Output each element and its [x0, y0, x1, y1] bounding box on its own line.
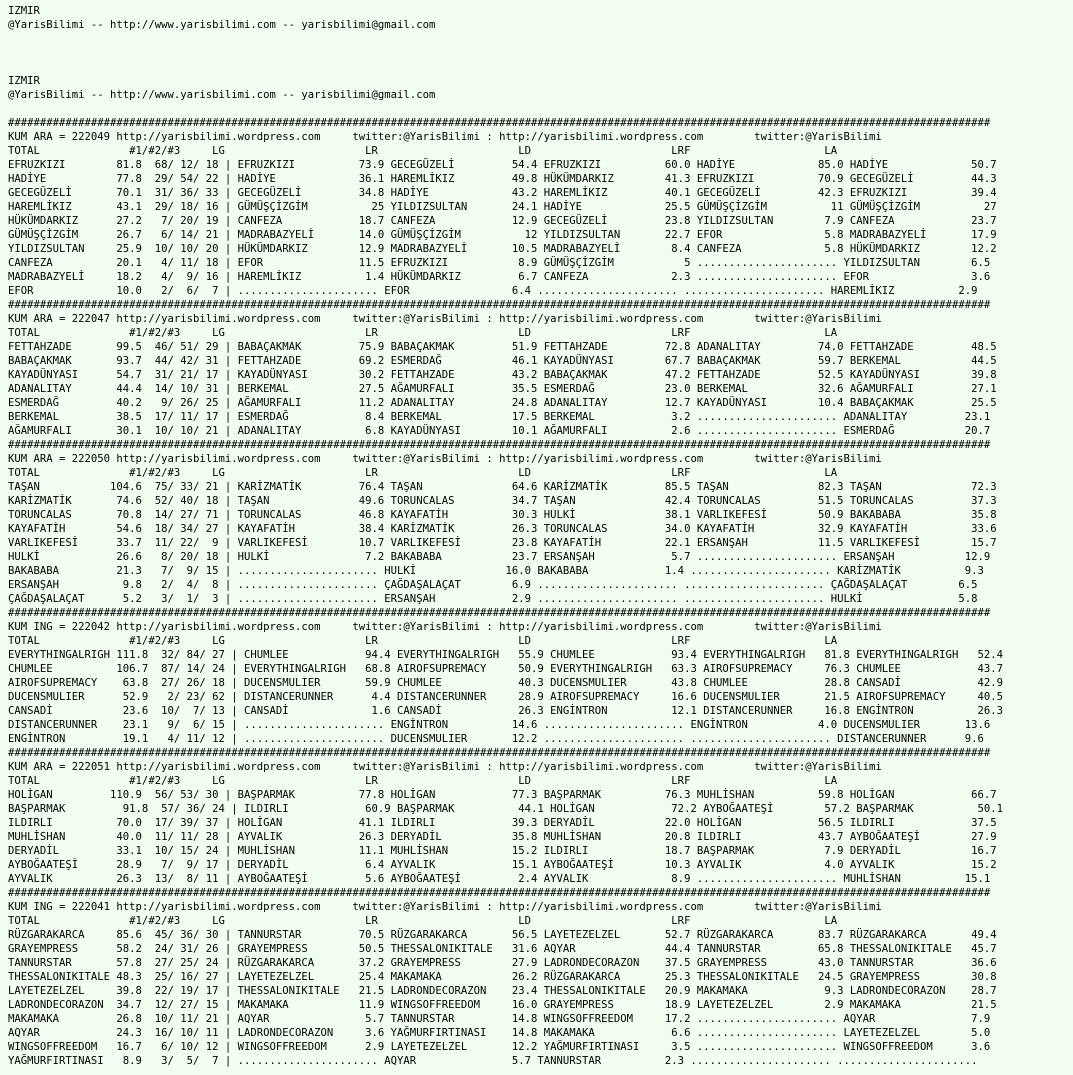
horse-row: HOLİGAN 110.9 56/ 53/ 30 | BAŞPARMAK 77.8 HOLİGAN 77.3 BAŞPARMAK 76.3 MUHLİSHAN 59.8 HOLİGAN 66.7 — [8, 789, 997, 801]
blank-line — [8, 32, 1073, 46]
horse-row: THESSALONIKITALE 48.3 25/ 16/ 27 | LAYETEZELZEL 25.4 MAKAMAKA 26.2 RÜZGARAKARCA 25.3 THESSALONIKITALE 24.5 GRAYEMPRESS 30.8 — [8, 971, 997, 983]
horse-row: GECEGÜZELİ 70.1 31/ 36/ 33 | GECEGÜZELİ 34.8 HADİYE 43.2 HAREMLİKIZ 40.1 GECEGÜZELİ 42.3 EFRUZKIZI 39.4 — [8, 187, 997, 199]
horse-row: BAKABABA 21.3 7/ 9/ 15 | ...................... HULKİ 16.0 BAKABABA 1.4 ...................... KARİZMATİK 9.3 — [8, 565, 984, 577]
section-separator: ########################################################################################################################################################## — [8, 747, 991, 759]
horse-row: HADİYE 77.8 29/ 54/ 22 | HADİYE 36.1 HAREMLİKIZ 49.8 HÜKÜMDARKIZ 41.3 EFRUZKIZI 70.9 GECEGÜZELİ 44.3 — [8, 173, 997, 185]
horse-row: TANNURSTAR 57.8 27/ 25/ 24 | RÜZGARAKARCA 37.2 GRAYEMPRESS 27.9 LADRONDECORAZON 37.5 GRAYEMPRESS 43.0 TANNURSTAR 36.6 — [8, 957, 997, 969]
horse-row: CANFEZA 20.1 4/ 11/ 18 | EFOR 11.5 EFRUZKIZI 8.9 GÜMÜŞÇİZGİM 5 ...................... YILDIZSULTAN 6.5 — [8, 257, 991, 269]
race-header: KUM ING = 222042 http://yarisbilimi.wordpress.com twitter:@YarisBilimi : http://yarisbilimi.wordpress.com twitter:@YarisBilimi — [8, 621, 882, 633]
column-header-row: TOTAL #1/#2/#3 LG LR LD LRF LA — [8, 467, 838, 479]
race-header: KUM ARA = 222049 http://yarisbilimi.wordpress.com twitter:@YarisBilimi : http://yarisbilimi.wordpress.com twitter:@YarisBilimi — [8, 131, 882, 143]
horse-row: KARİZMATİK 74.6 52/ 40/ 18 | TAŞAN 49.6 TORUNCALAS 34.7 TAŞAN 42.4 TORUNCALAS 51.5 TORUNCALAS 37.3 — [8, 495, 997, 507]
horse-row: ESMERDAĞ 40.2 9/ 26/ 25 | AĞAMURFALI 11.2 ADANALITAY 24.8 ADANALITAY 12.7 KAYADÜNYASI 10.4 BABAÇAKMAK 25.5 — [8, 397, 997, 409]
blank-line — [8, 46, 1073, 60]
horse-row: FETTAHZADE 99.5 46/ 51/ 29 | BABAÇAKMAK 75.9 BABAÇAKMAK 51.9 FETTAHZADE 72.8 ADANALITAY 74.0 FETTAHZADE 48.5 — [8, 341, 997, 353]
horse-row: MUHLİSHAN 40.0 11/ 11/ 28 | AYVALIK 26.3 DERYADİL 35.8 MUHLİSHAN 20.8 ILDIRLI 43.7 AYBOĞAATEŞİ 27.9 — [8, 831, 997, 843]
horse-row: DUCENSMULIER 52.9 2/ 23/ 62 | DISTANCERUNNER 4.4 DISTANCERUNNER 28.9 AIROFSUPREMACY 16.6 DUCENSMULIER 21.5 AIROFSUPREMACY 40.5 — [8, 691, 1003, 703]
horse-row: AIROFSUPREMACY 63.8 27/ 26/ 18 | DUCENSMULIER 59.9 CHUMLEE 40.3 DUCENSMULIER 43.8 CHUMLEE 28.8 CANSADİ 42.9 — [8, 677, 1003, 689]
horse-row: RÜZGARAKARCA 85.6 45/ 36/ 30 | TANNURSTAR 70.5 RÜZGARAKARCA 56.5 LAYETEZELZEL 52.7 RÜZGARAKARCA 83.7 RÜZGARAKARCA 49.4 — [8, 929, 997, 941]
blank-line — [8, 60, 1073, 74]
column-header-row: TOTAL #1/#2/#3 LG LR LD LRF LA — [8, 635, 838, 647]
horse-row: DERYADİL 33.1 10/ 15/ 24 | MUHLİSHAN 11.1 MUHLİSHAN 15.2 ILDIRLI 18.7 BAŞPARMAK 7.9 DERYADİL 16.7 — [8, 845, 997, 857]
section-separator: ########################################################################################################################################################## — [8, 887, 991, 899]
horse-row: ENGİNTRON 19.1 4/ 11/ 12 | ...................... DUCENSMULIER 12.2 ...................... ...................... DISTANCERUNNER 9.6 — [8, 733, 984, 745]
horse-row: ADANALITAY 44.4 14/ 10/ 31 | BERKEMAL 27.5 AĞAMURFALI 35.5 ESMERDAĞ 23.0 BERKEMAL 32.6 AĞAMURFALI 27.1 — [8, 383, 997, 395]
contact-line: @YarisBilimi -- http://www.yarisbilimi.com -- yarisbilimi@gmail.com — [8, 19, 436, 31]
race-header: KUM ARA = 222050 http://yarisbilimi.wordpress.com twitter:@YarisBilimi : http://yarisbilimi.wordpress.com twitter:@YarisBilimi — [8, 453, 882, 465]
horse-row: EFRUZKIZI 81.8 68/ 12/ 18 | EFRUZKIZI 73.9 GECEGÜZELİ 54.4 EFRUZKIZI 60.0 HADİYE 85.0 HADİYE 50.7 — [8, 159, 997, 171]
contact-line: @YarisBilimi -- http://www.yarisbilimi.com -- yarisbilimi@gmail.com — [8, 89, 436, 101]
horse-row: BERKEMAL 38.5 17/ 11/ 17 | ESMERDAĞ 8.4 BERKEMAL 17.5 BERKEMAL 3.2 ...................... ADANALITAY 23.1 — [8, 411, 991, 423]
horse-row: TAŞAN 104.6 75/ 33/ 21 | KARİZMATİK 76.4 TAŞAN 64.6 KARİZMATİK 85.5 TAŞAN 82.3 TAŞAN 72.3 — [8, 481, 997, 493]
horse-row: DISTANCERUNNER 23.1 9/ 6/ 15 | ...................... ENGİNTRON 14.6 ...................... ENGİNTRON 4.0 DUCENSMULIER 13.6 — [8, 719, 991, 731]
section-separator: ########################################################################################################################################################## — [8, 299, 991, 311]
section-separator: ########################################################################################################################################################## — [8, 439, 991, 451]
horse-row: CANSADİ 23.6 10/ 7/ 13 | CANSADİ 1.6 CANSADİ 26.3 ENGİNTRON 12.1 DISTANCERUNNER 16.8 ENGİNTRON 26.3 — [8, 705, 1003, 717]
horse-row: GRAYEMPRESS 58.2 24/ 31/ 26 | GRAYEMPRESS 50.5 THESSALONIKITALE 31.6 AQYAR 44.4 TANNURSTAR 65.8 THESSALONIKITALE 45.7 — [8, 943, 997, 955]
race-header: KUM ARA = 222051 http://yarisbilimi.wordpress.com twitter:@YarisBilimi : http://yarisbilimi.wordpress.com twitter:@YarisBilimi — [8, 761, 882, 773]
horse-row: ÇAĞDAŞALAÇAT 5.2 3/ 1/ 3 | ...................... ERSANŞAH 2.9 ...................... ...................... HULKİ 5.8 — [8, 593, 978, 605]
blank-line — [8, 102, 1073, 116]
horse-row: BABAÇAKMAK 93.7 44/ 42/ 31 | FETTAHZADE 69.2 ESMERDAĞ 46.1 KAYADÜNYASI 67.7 BABAÇAKMAK 59.7 BERKEMAL 44.5 — [8, 355, 997, 367]
column-header-row: TOTAL #1/#2/#3 LG LR LD LRF LA — [8, 145, 838, 157]
venue-title: IZMIR — [8, 75, 40, 87]
horse-row: AYBOĞAATEŞİ 28.9 7/ 9/ 17 | DERYADİL 6.4 AYVALIK 15.1 AYBOĞAATEŞİ 10.3 AYVALIK 4.0 AYVALIK 15.2 — [8, 859, 997, 871]
horse-row: ILDIRLI 70.0 17/ 39/ 37 | HOLİGAN 41.1 ILDIRLI 39.3 DERYADİL 22.0 HOLİGAN 56.5 ILDIRLI 37.5 — [8, 817, 997, 829]
horse-row: EVERYTHINGALRIGH 111.8 32/ 84/ 27 | CHUMLEE 94.4 EVERYTHINGALRIGH 55.9 CHUMLEE 93.4 EVERYTHINGALRIGH 81.8 EVERYTHINGALRIGH 52.4 — [8, 649, 1003, 661]
horse-row: HAREMLİKIZ 43.1 29/ 18/ 16 | GÜMÜŞÇİZGİM 25 YILDIZSULTAN 24.1 HADİYE 25.5 GÜMÜŞÇİZGİM 11 GÜMÜŞÇİZGİM 27 — [8, 201, 997, 213]
section-separator: ########################################################################################################################################################## — [8, 607, 991, 619]
horse-row: VARLIKEFESİ 33.7 11/ 22/ 9 | VARLIKEFESİ 10.7 VARLIKEFESİ 23.8 KAYAFATİH 22.1 ERSANŞAH 11.5 VARLIKEFESİ 15.7 — [8, 537, 997, 549]
column-header-row: TOTAL #1/#2/#3 LG LR LD LRF LA — [8, 915, 838, 927]
horse-row: LADRONDECORAZON 34.7 12/ 27/ 15 | MAKAMAKA 11.9 WINGSOFFREEDOM 16.0 GRAYEMPRESS 18.9 LAYETEZELZEL 2.9 MAKAMAKA 21.5 — [8, 999, 997, 1011]
horse-row: WINGSOFFREEDOM 16.7 6/ 10/ 12 | WINGSOFFREEDOM 2.9 LAYETEZELZEL 12.2 YAĞMURFIRTINASI 3.5 ...................... WINGSOFFREEDOM 3.6 — [8, 1041, 991, 1053]
horse-row: CHUMLEE 106.7 87/ 14/ 24 | EVERYTHINGALRIGH 68.8 AIROFSUPREMACY 50.9 EVERYTHINGALRIGH 63.3 AIROFSUPREMACY 76.3 CHUMLEE 43.7 — [8, 663, 1003, 675]
horse-row: HÜKÜMDARKIZ 27.2 7/ 20/ 19 | CANFEZA 18.7 CANFEZA 12.9 GECEGÜZELİ 23.8 YILDIZSULTAN 7.9 CANFEZA 23.7 — [8, 215, 997, 227]
horse-row: TORUNCALAS 70.8 14/ 27/ 71 | TORUNCALAS 46.8 KAYAFATİH 30.3 HULKİ 38.1 VARLIKEFESİ 50.9 BAKABABA 35.8 — [8, 509, 997, 521]
section-separator: ########################################################################################################################################################## — [8, 117, 991, 129]
horse-row: YILDIZSULTAN 25.9 10/ 10/ 20 | HÜKÜMDARKIZ 12.9 MADRABAZYELİ 10.5 MADRABAZYELİ 8.4 CANFEZA 5.8 HÜKÜMDARKIZ 12.2 — [8, 243, 997, 255]
horse-row: HULKİ 26.6 8/ 20/ 18 | HULKİ 7.2 BAKABABA 23.7 ERSANŞAH 5.7 ...................... ERSANŞAH 12.9 — [8, 551, 991, 563]
horse-row: LAYETEZELZEL 39.8 22/ 19/ 17 | THESSALONIKITALE 21.5 LADRONDECORAZON 23.4 THESSALONIKITALE 20.9 MAKAMAKA 9.3 LADRONDECORAZON 28.7 — [8, 985, 997, 997]
column-header-row: TOTAL #1/#2/#3 LG LR LD LRF LA — [8, 775, 838, 787]
venue-title: IZMIR — [8, 5, 40, 17]
horse-row: KAYAFATİH 54.6 18/ 34/ 27 | KAYAFATİH 38.4 KARİZMATİK 26.3 TORUNCALAS 34.0 KAYAFATİH 32.9 KAYAFATİH 33.6 — [8, 523, 997, 535]
race-header: KUM ING = 222041 http://yarisbilimi.wordpress.com twitter:@YarisBilimi : http://yarisbilimi.wordpress.com twitter:@YarisBilimi — [8, 901, 882, 913]
horse-row: EFOR 10.0 2/ 6/ 7 | ...................... EFOR 6.4 ...................... ...................... HAREMLİKIZ 2.9 — [8, 285, 978, 297]
horse-row: ERSANŞAH 9.8 2/ 4/ 8 | ...................... ÇAĞDAŞALAÇAT 6.9 ...................... ...................... ÇAĞDAŞALAÇAT 6.5 — [8, 579, 978, 591]
horse-row: GÜMÜŞÇİZGİM 26.7 6/ 14/ 21 | MADRABAZYELİ 14.0 GÜMÜŞÇİZGİM 12 YILDIZSULTAN 22.7 EFOR 5.8 MADRABAZYELİ 17.9 — [8, 229, 997, 241]
horse-row: AYVALIK 26.3 13/ 8/ 11 | AYBOĞAATEŞİ 5.6 AYBOĞAATEŞİ 2.4 AYVALIK 8.9 ...................... MUHLİSHAN 15.1 — [8, 873, 991, 885]
column-header-row: TOTAL #1/#2/#3 LG LR LD LRF LA — [8, 327, 838, 339]
horse-row: AĞAMURFALI 30.1 10/ 10/ 21 | ADANALITAY 6.8 KAYADÜNYASI 10.1 AĞAMURFALI 2.6 ...................... ESMERDAĞ 20.7 — [8, 425, 991, 437]
horse-row: MAKAMAKA 26.8 10/ 11/ 21 | AQYAR 5.7 TANNURSTAR 14.8 WINGSOFFREEDOM 17.2 ...................... AQYAR 7.9 — [8, 1013, 991, 1025]
race-header: KUM ARA = 222047 http://yarisbilimi.wordpress.com twitter:@YarisBilimi : http://yarisbilimi.wordpress.com twitter:@YarisBilimi — [8, 313, 882, 325]
horse-row: YAĞMURFIRTINASI 8.9 3/ 5/ 7 | ...................... AQYAR 5.7 TANNURSTAR 2.3 ...................... ...................... — [8, 1055, 978, 1067]
horse-row: AQYAR 24.3 16/ 10/ 11 | LADRONDECORAZON 3.6 YAĞMURFIRTINASI 14.8 MAKAMAKA 6.6 ...................... LAYETEZELZEL 5.0 — [8, 1027, 991, 1039]
horse-row: KAYADÜNYASI 54.7 31/ 21/ 17 | KAYADÜNYASI 30.2 FETTAHZADE 43.2 BABAÇAKMAK 47.2 FETTAHZADE 52.5 KAYADÜNYASI 39.8 — [8, 369, 997, 381]
horse-row: BAŞPARMAK 91.8 57/ 36/ 24 | ILDIRLI 60.9 BAŞPARMAK 44.1 HOLİGAN 72.2 AYBOĞAATEŞİ 57.2 BAŞPARMAK 50.1 — [8, 803, 1003, 815]
horse-row: MADRABAZYELİ 18.2 4/ 9/ 16 | HAREMLİKIZ 1.4 HÜKÜMDARKIZ 6.7 CANFEZA 2.3 ...................... EFOR 3.6 — [8, 271, 991, 283]
